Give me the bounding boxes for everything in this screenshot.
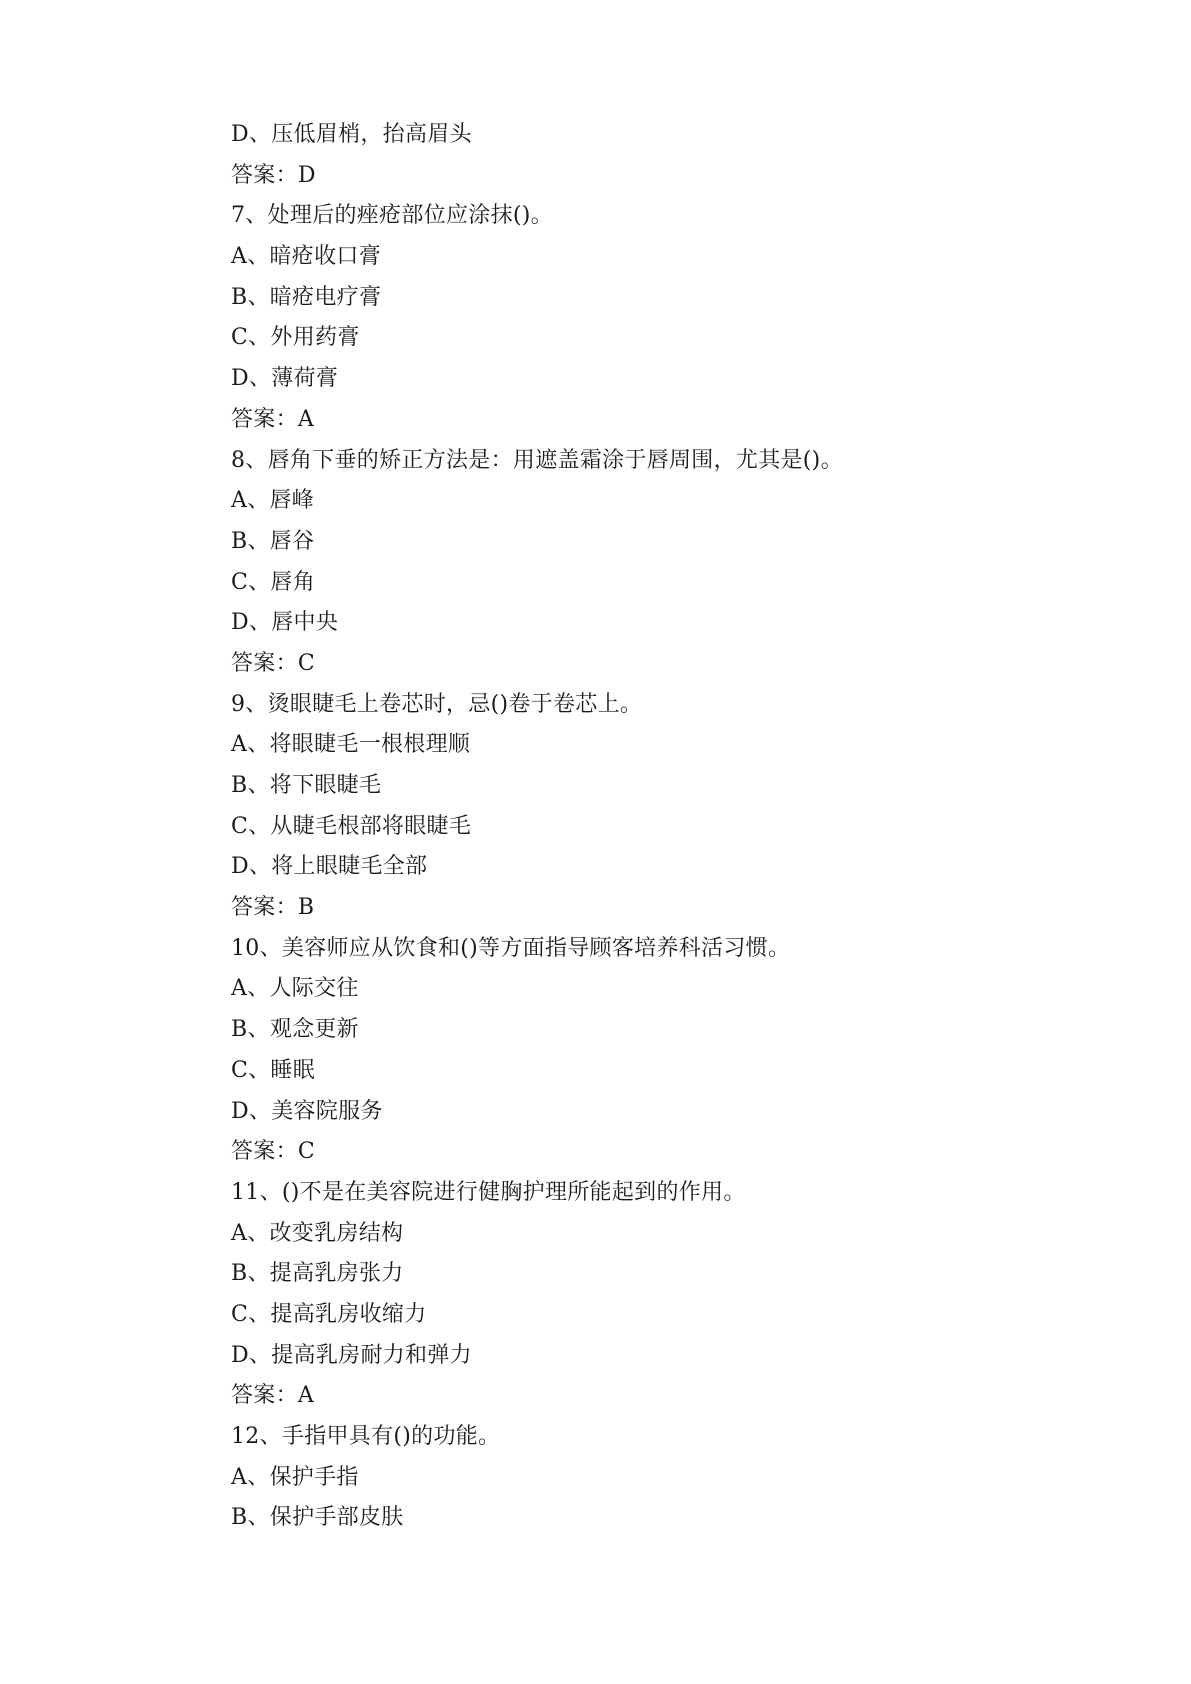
question-line: 9、烫眼睫毛上卷芯时，忌()卷于卷芯上。 <box>231 691 643 717</box>
answer-line: 答案：B <box>231 895 315 921</box>
option-line: D、将上眼睫毛全部 <box>231 854 428 880</box>
option-line: B、唇谷 <box>231 528 315 554</box>
option-line: B、暗疮电疗膏 <box>231 284 382 310</box>
option-line: C、从睫毛根部将眼睫毛 <box>231 813 472 839</box>
option-line: D、压低眉梢，抬高眉头 <box>231 122 472 147</box>
option-line: C、唇角 <box>231 569 316 595</box>
answer-line: 答案：C <box>231 1139 316 1165</box>
option-line: D、美容院服务 <box>231 1098 383 1124</box>
option-line: A、改变乳房结构 <box>231 1220 404 1246</box>
option-line: A、人际交往 <box>231 976 359 1002</box>
option-line: B、将下眼睫毛 <box>231 773 382 798</box>
question-line: 7、处理后的痤疮部位应涂抹()。 <box>231 203 553 229</box>
question-line: 8、唇角下垂的矫正方法是：用遮盖霜涂于唇周围，尤其是()。 <box>231 447 843 473</box>
option-line: B、提高乳房张力 <box>231 1261 404 1287</box>
answer-line: 答案：C <box>231 650 316 676</box>
question-line: 12、手指甲具有()的功能。 <box>231 1424 501 1449</box>
option-line: B、观念更新 <box>231 1017 359 1043</box>
option-line: C、提高乳房收缩力 <box>231 1301 427 1327</box>
answer-line: 答案：A <box>231 1383 315 1409</box>
answer-line: 答案：A <box>231 406 315 432</box>
option-line: A、暗疮收口膏 <box>231 244 381 270</box>
exam-text <box>231 115 1111 1539</box>
question-line: 11、()不是在美容院进行健胸护理所能起到的作用。 <box>231 1179 746 1205</box>
option-line: B、保护手部皮肤 <box>231 1505 404 1531</box>
option-line: A、唇峰 <box>231 488 315 514</box>
option-line: A、将眼睫毛一根根理顺 <box>231 732 471 758</box>
option-line: A、保护手指 <box>231 1464 359 1490</box>
option-line: D、薄荷膏 <box>231 366 339 392</box>
option-line: C、外用药膏 <box>231 325 360 351</box>
question-line: 10、美容师应从饮食和()等方面指导顾客培养科活习惯。 <box>231 935 791 961</box>
option-line: C、睡眠 <box>231 1057 316 1083</box>
option-line: D、提高乳房耐力和弹力 <box>231 1342 472 1368</box>
option-line: D、唇中央 <box>231 610 339 636</box>
answer-line: 答案：D <box>231 162 316 188</box>
